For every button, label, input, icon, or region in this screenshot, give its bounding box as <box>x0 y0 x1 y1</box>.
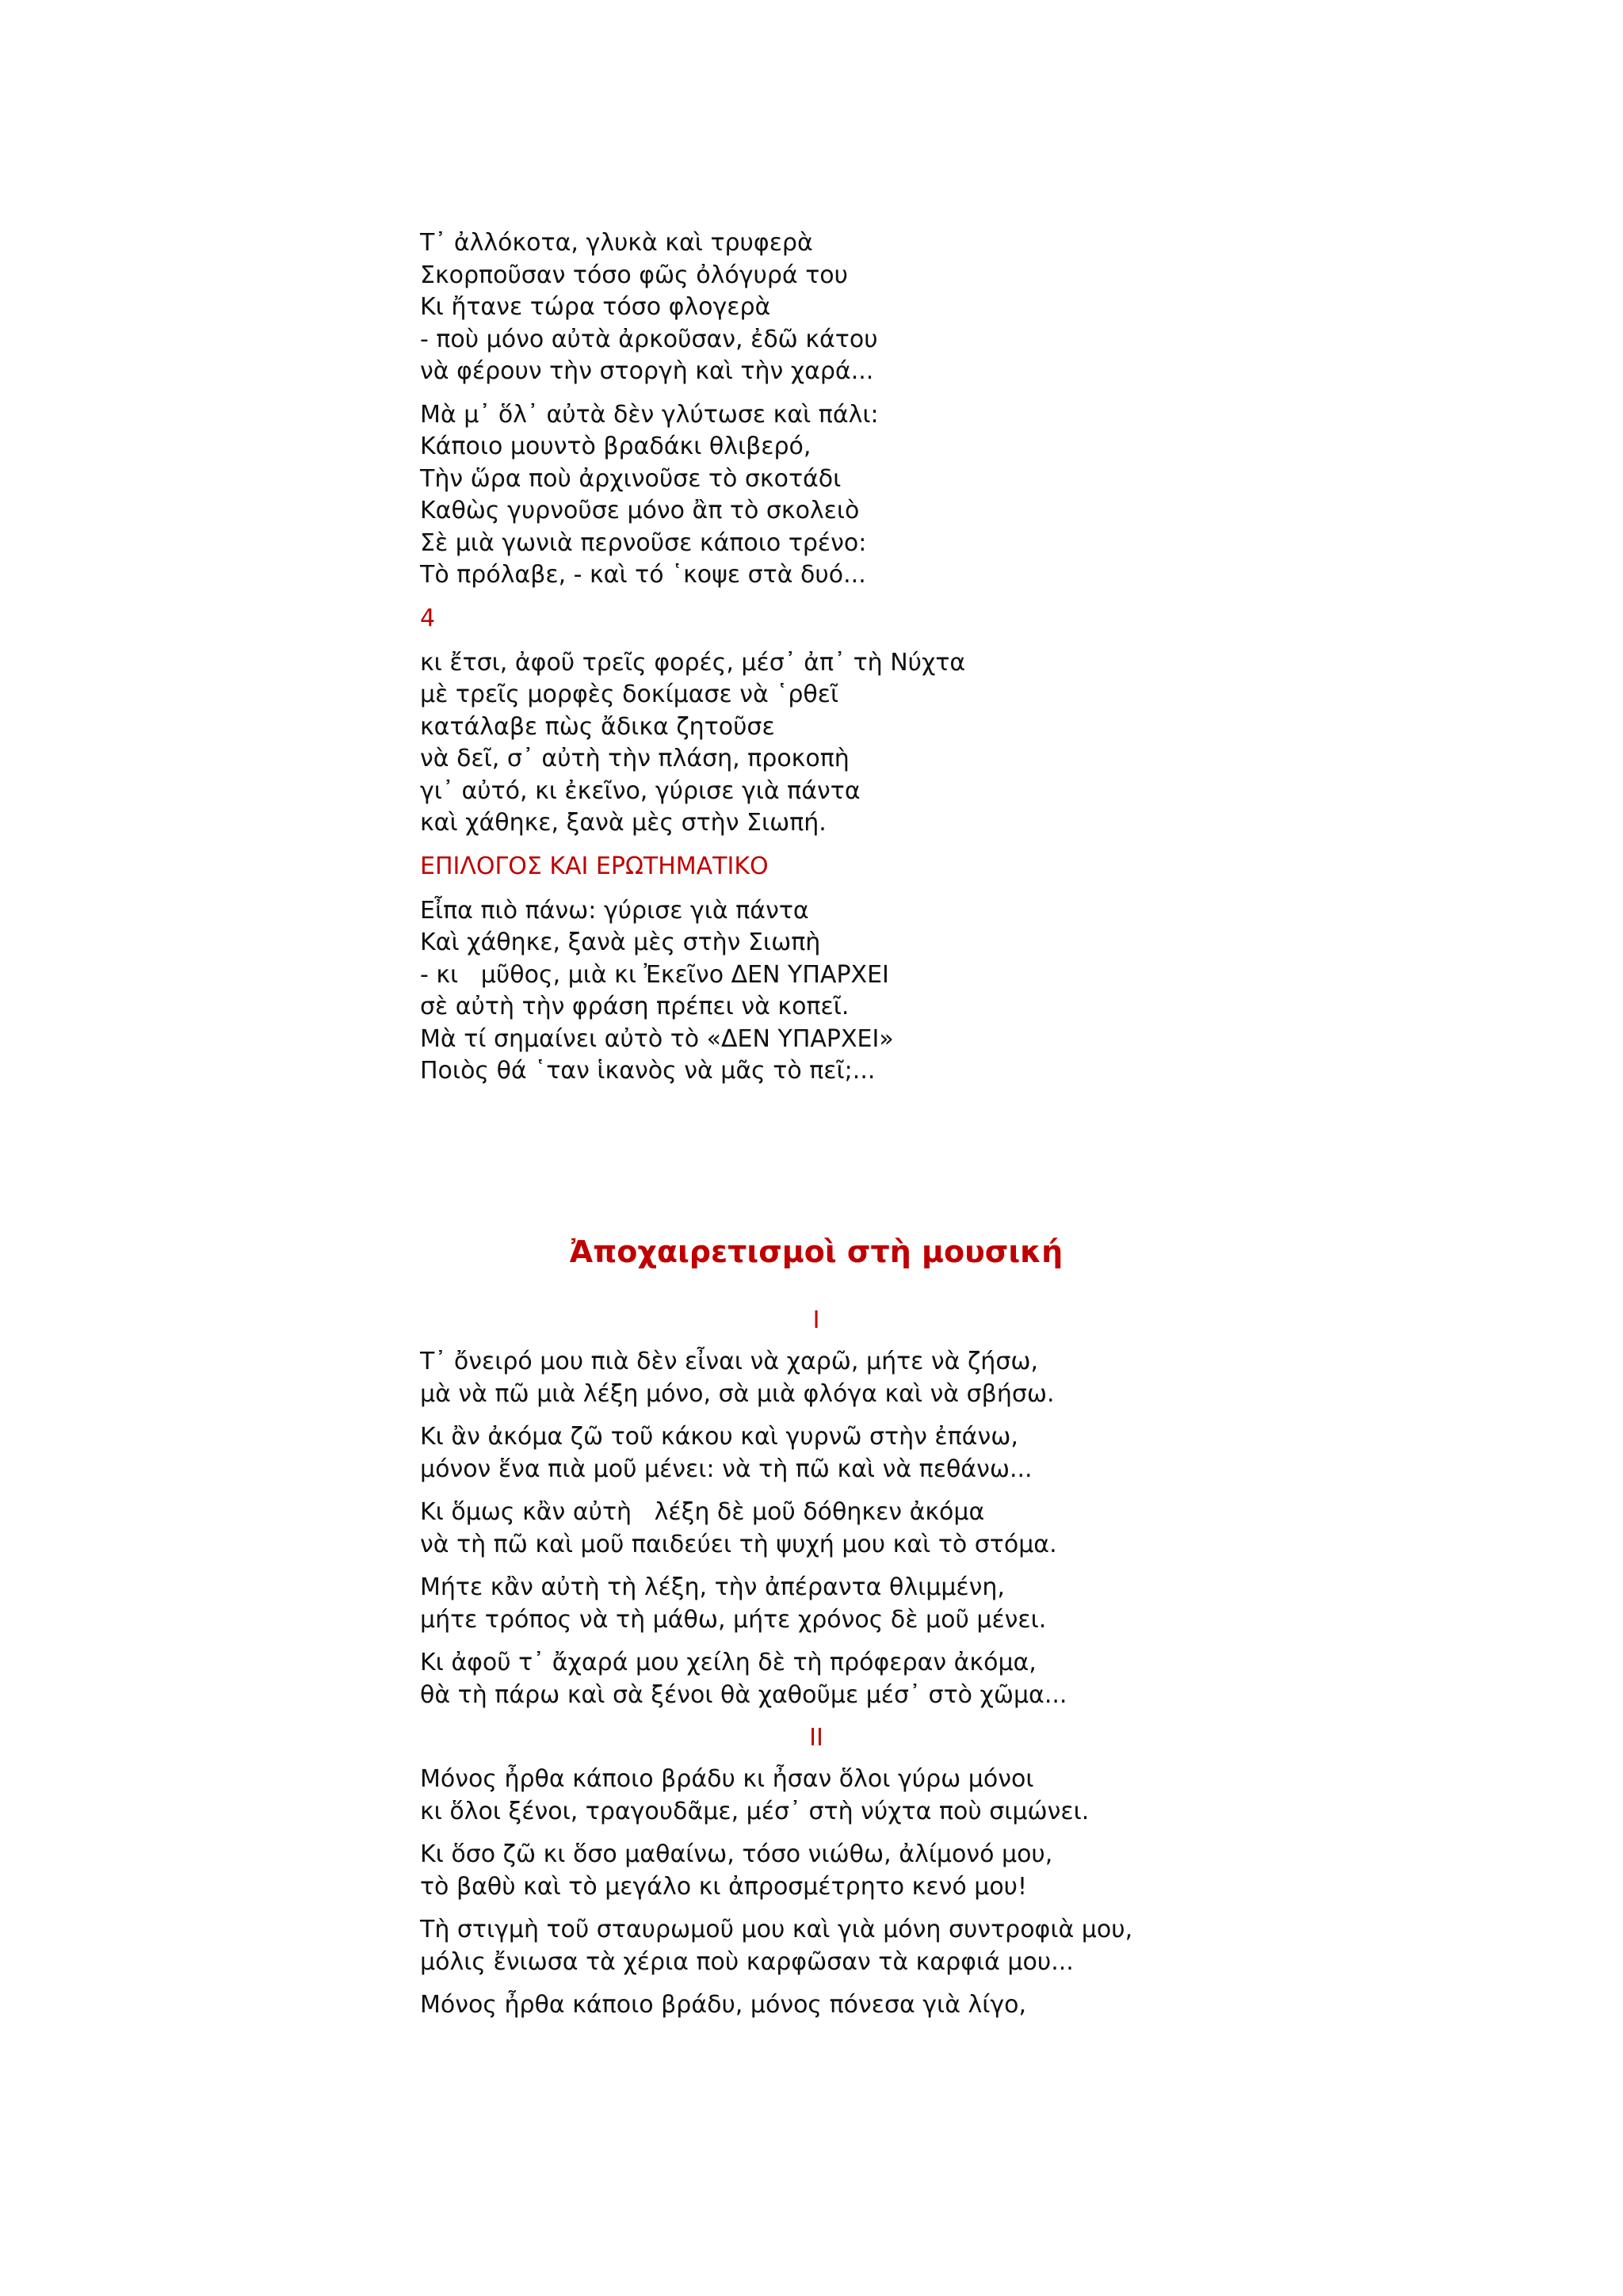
poem-line: - ποὺ μόνο αὐτὰ ἀρκοῦσαν, ἐδῶ κάτου <box>420 325 878 353</box>
poem-line: Κάποιο μουντὸ βραδάκι θλιβερό, <box>420 433 812 460</box>
poem-line: Κι ἀφοῦ τ᾽ ἄχαρά μου χείλη δὲ τὴ πρόφεραν ἀκόμα, <box>420 1649 1037 1676</box>
section-number: 4 <box>420 604 436 632</box>
poem-line: Καὶ χάθηκε, ξανὰ μὲς στὴν Σιωπὴ <box>420 929 821 956</box>
stanza <box>420 647 1212 840</box>
roman-numeral-heading: II <box>809 1724 823 1752</box>
poem-line: μόνον ἕνα πιὰ μοῦ μένει: νὰ τὴ πῶ καὶ νὰ πεθάνω... <box>420 1455 1033 1483</box>
poem-line: Μὰ τί σημαίνει αὐτὸ τὸ «ΔΕΝ ΥΠΑΡΧΕΙ» <box>420 1024 894 1053</box>
poem-line: - κι μῦθος, μιὰ κι Ἐκεῖνο ΔΕΝ ΥΠΑΡΧΕΙ <box>420 960 889 989</box>
poem-line: κι ἔτσι, ἀφοῦ τρεῖς φορές, μέσ᾽ ἀπ᾽ τὴ Νύχτα <box>420 648 966 677</box>
stanza <box>420 399 1212 592</box>
poem-line: Τὴ στιγμὴ τοῦ σταυρωμοῦ μου καὶ γιὰ μόνη συντροφιὰ μου, <box>420 1916 1133 1943</box>
poem-line: μόλις ἔνιωσα τὰ χέρια ποὺ καρφῶσαν τὰ καρφιά μου... <box>420 1947 1074 1976</box>
poem-part1 <box>420 227 1212 1099</box>
poem-part2 <box>420 1302 1212 2033</box>
poem-line: Τ᾽ ἀλλόκοτα, γλυκὰ καὶ τρυφερὰ <box>420 229 813 257</box>
poem-line: Μὰ μ᾽ ὅλ᾽ αὐτὰ δὲν γλύτωσε καὶ πάλι: <box>420 400 879 429</box>
poem-line: Σκορποῦσαν τόσο φῶς ὀλόγυρά του <box>420 261 848 289</box>
poem-line: νὰ φέρουν τὴν στοργὴ καὶ τὴν χαρά... <box>420 357 874 385</box>
couplet <box>420 1914 1212 1978</box>
couplet <box>420 1764 1212 1828</box>
poem-line: Μόνος ἦρθα κάποιο βράδυ, μόνος πόνεσα γιὰ λίγο, <box>420 1991 1027 2019</box>
roman-numeral-heading: I <box>812 1306 820 1334</box>
couplet <box>420 1839 1212 1903</box>
couplet <box>420 1572 1212 1636</box>
poem-line: Σὲ μιὰ γωνιὰ περνοῦσε κάποιο τρένο: <box>420 528 867 557</box>
poem-line: νὰ τὴ πῶ καὶ μοῦ παιδεύει τὴ ψυχή μου καὶ τὸ στόμα. <box>420 1530 1057 1558</box>
poem-line: Τ᾽ ὄνειρό μου πιὰ δὲν εἶναι νὰ χαρῶ, μήτε νὰ ζήσω, <box>420 1348 1038 1375</box>
poem-line: Ποιὸς θά ῾ταν ἱκανὸς νὰ μᾶς τὸ πεῖ;... <box>420 1057 876 1085</box>
poem-title: Ἀποχαιρετισμοὶ στὴ μουσική <box>569 1234 1064 1269</box>
couplet <box>420 1989 1212 2022</box>
poem-line: γι᾽ αὐτό, κι ἐκεῖνο, γύρισε γιὰ πάντα <box>420 776 861 805</box>
poem-line: Μήτε κἂν αὐτὴ τὴ λέξη, τὴν ἀπέραντα θλιμμένη, <box>420 1573 1005 1601</box>
couplet <box>420 1497 1212 1561</box>
stanza <box>420 895 1212 1088</box>
poem-line: Κι ἤτανε τώρα τόσο φλογερὰ <box>420 293 771 321</box>
epilogue-heading: ΕΠΙΛΟΓΟΣ ΚΑΙ ΕΡΩΤΗΜΑΤΙΚΟ <box>420 852 769 880</box>
poem-line: Τὴν ὥρα ποὺ ἀρχινοῦσε τὸ σκοτάδι <box>420 464 842 493</box>
poem-line: Τὸ πρόλαβε, - καὶ τό ῾κοψε στὰ δυό... <box>420 561 866 589</box>
poem-line: μὰ νὰ πῶ μιὰ λέξη μόνο, σὰ μιὰ φλόγα καὶ νὰ σβήσω. <box>420 1379 1055 1408</box>
couplet <box>420 1346 1212 1410</box>
poem-line: Κι ὅσο ζῶ κι ὅσο μαθαίνω, τόσο νιώθω, ἀλίμονό μου, <box>420 1840 1053 1868</box>
poem-line: Κι ὅμως κἂν αὐτὴ λέξη δὲ μοῦ δόθηκεν ἀκόμα <box>420 1498 985 1526</box>
poem-line: κι ὅλοι ξένοι, τραγουδᾶμε, μέσ᾽ στὴ νύχτα ποὺ σιμώνει. <box>420 1797 1090 1825</box>
stanza <box>420 227 1212 388</box>
poem-line: Εἶπα πιὸ πάνω: γύρισε γιὰ πάντα <box>420 896 809 925</box>
poem-line: νὰ δεῖ, σ᾽ αὐτὴ τὴν πλάση, προκοπὴ <box>420 745 850 772</box>
poem-line: Καθὼς γυρνοῦσε μόνο ἂπ τὸ σκολειὸ <box>420 497 860 524</box>
poem-line: Κι ἂν ἀκόμα ζῶ τοῦ κάκου καὶ γυρνῶ στὴν ἐπάνω, <box>420 1423 1018 1451</box>
poem-line: τὸ βαθὺ καὶ τὸ μεγάλο κι ἀπροσμέτρητο κενό μου! <box>420 1872 1028 1901</box>
couplet <box>420 1647 1212 1711</box>
poem-line: σὲ αὐτὴ τὴν φράση πρέπει νὰ κοπεῖ. <box>420 993 850 1020</box>
poem-line: μήτε τρόπος νὰ τὴ μάθω, μήτε χρόνος δὲ μοῦ μένει. <box>420 1605 1047 1634</box>
poem-line: Μόνος ἦρθα κάποιο βράδυ κι ἦσαν ὅλοι γύρω μόνοι <box>420 1765 1034 1793</box>
poem-line: κατάλαβε πὼς ἄδικα ζητοῦσε <box>420 712 775 741</box>
couplet <box>420 1421 1212 1486</box>
poem-line: καὶ χάθηκε, ξανὰ μὲς στὴν Σιωπή. <box>420 809 827 837</box>
poem-line: μὲ τρεῖς μορφὲς δοκίμασε νὰ ῾ρθεῖ <box>420 681 839 708</box>
poem-line: θὰ τὴ πάρω καὶ σὰ ξένοι θὰ χαθοῦμε μέσ᾽ στὸ χῶμα... <box>420 1680 1067 1709</box>
